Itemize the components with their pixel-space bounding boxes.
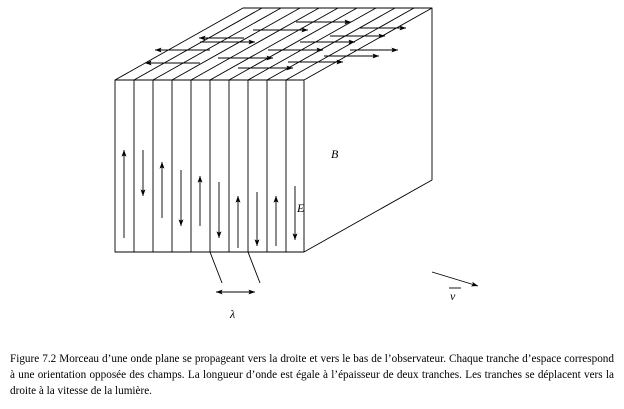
label-E: E [297, 201, 305, 215]
label-B: B [331, 147, 339, 161]
label-v: v [450, 289, 456, 303]
caption-text: Morceau d’une onde plane se propageant vers la droite et vers le bas de l’observateur. Chaque tranche d’espace correspond à une orientation opposée des champs. La longueur d’onde est égale à l’épaisseur de deux tranches. Les tranches se déplacent vers la droite à la vitesse de la lumière. [10, 353, 614, 397]
figure-caption [10, 352, 614, 400]
caption-number: Figure 7.2 [10, 353, 57, 365]
label-lambda: λ [230, 307, 236, 321]
